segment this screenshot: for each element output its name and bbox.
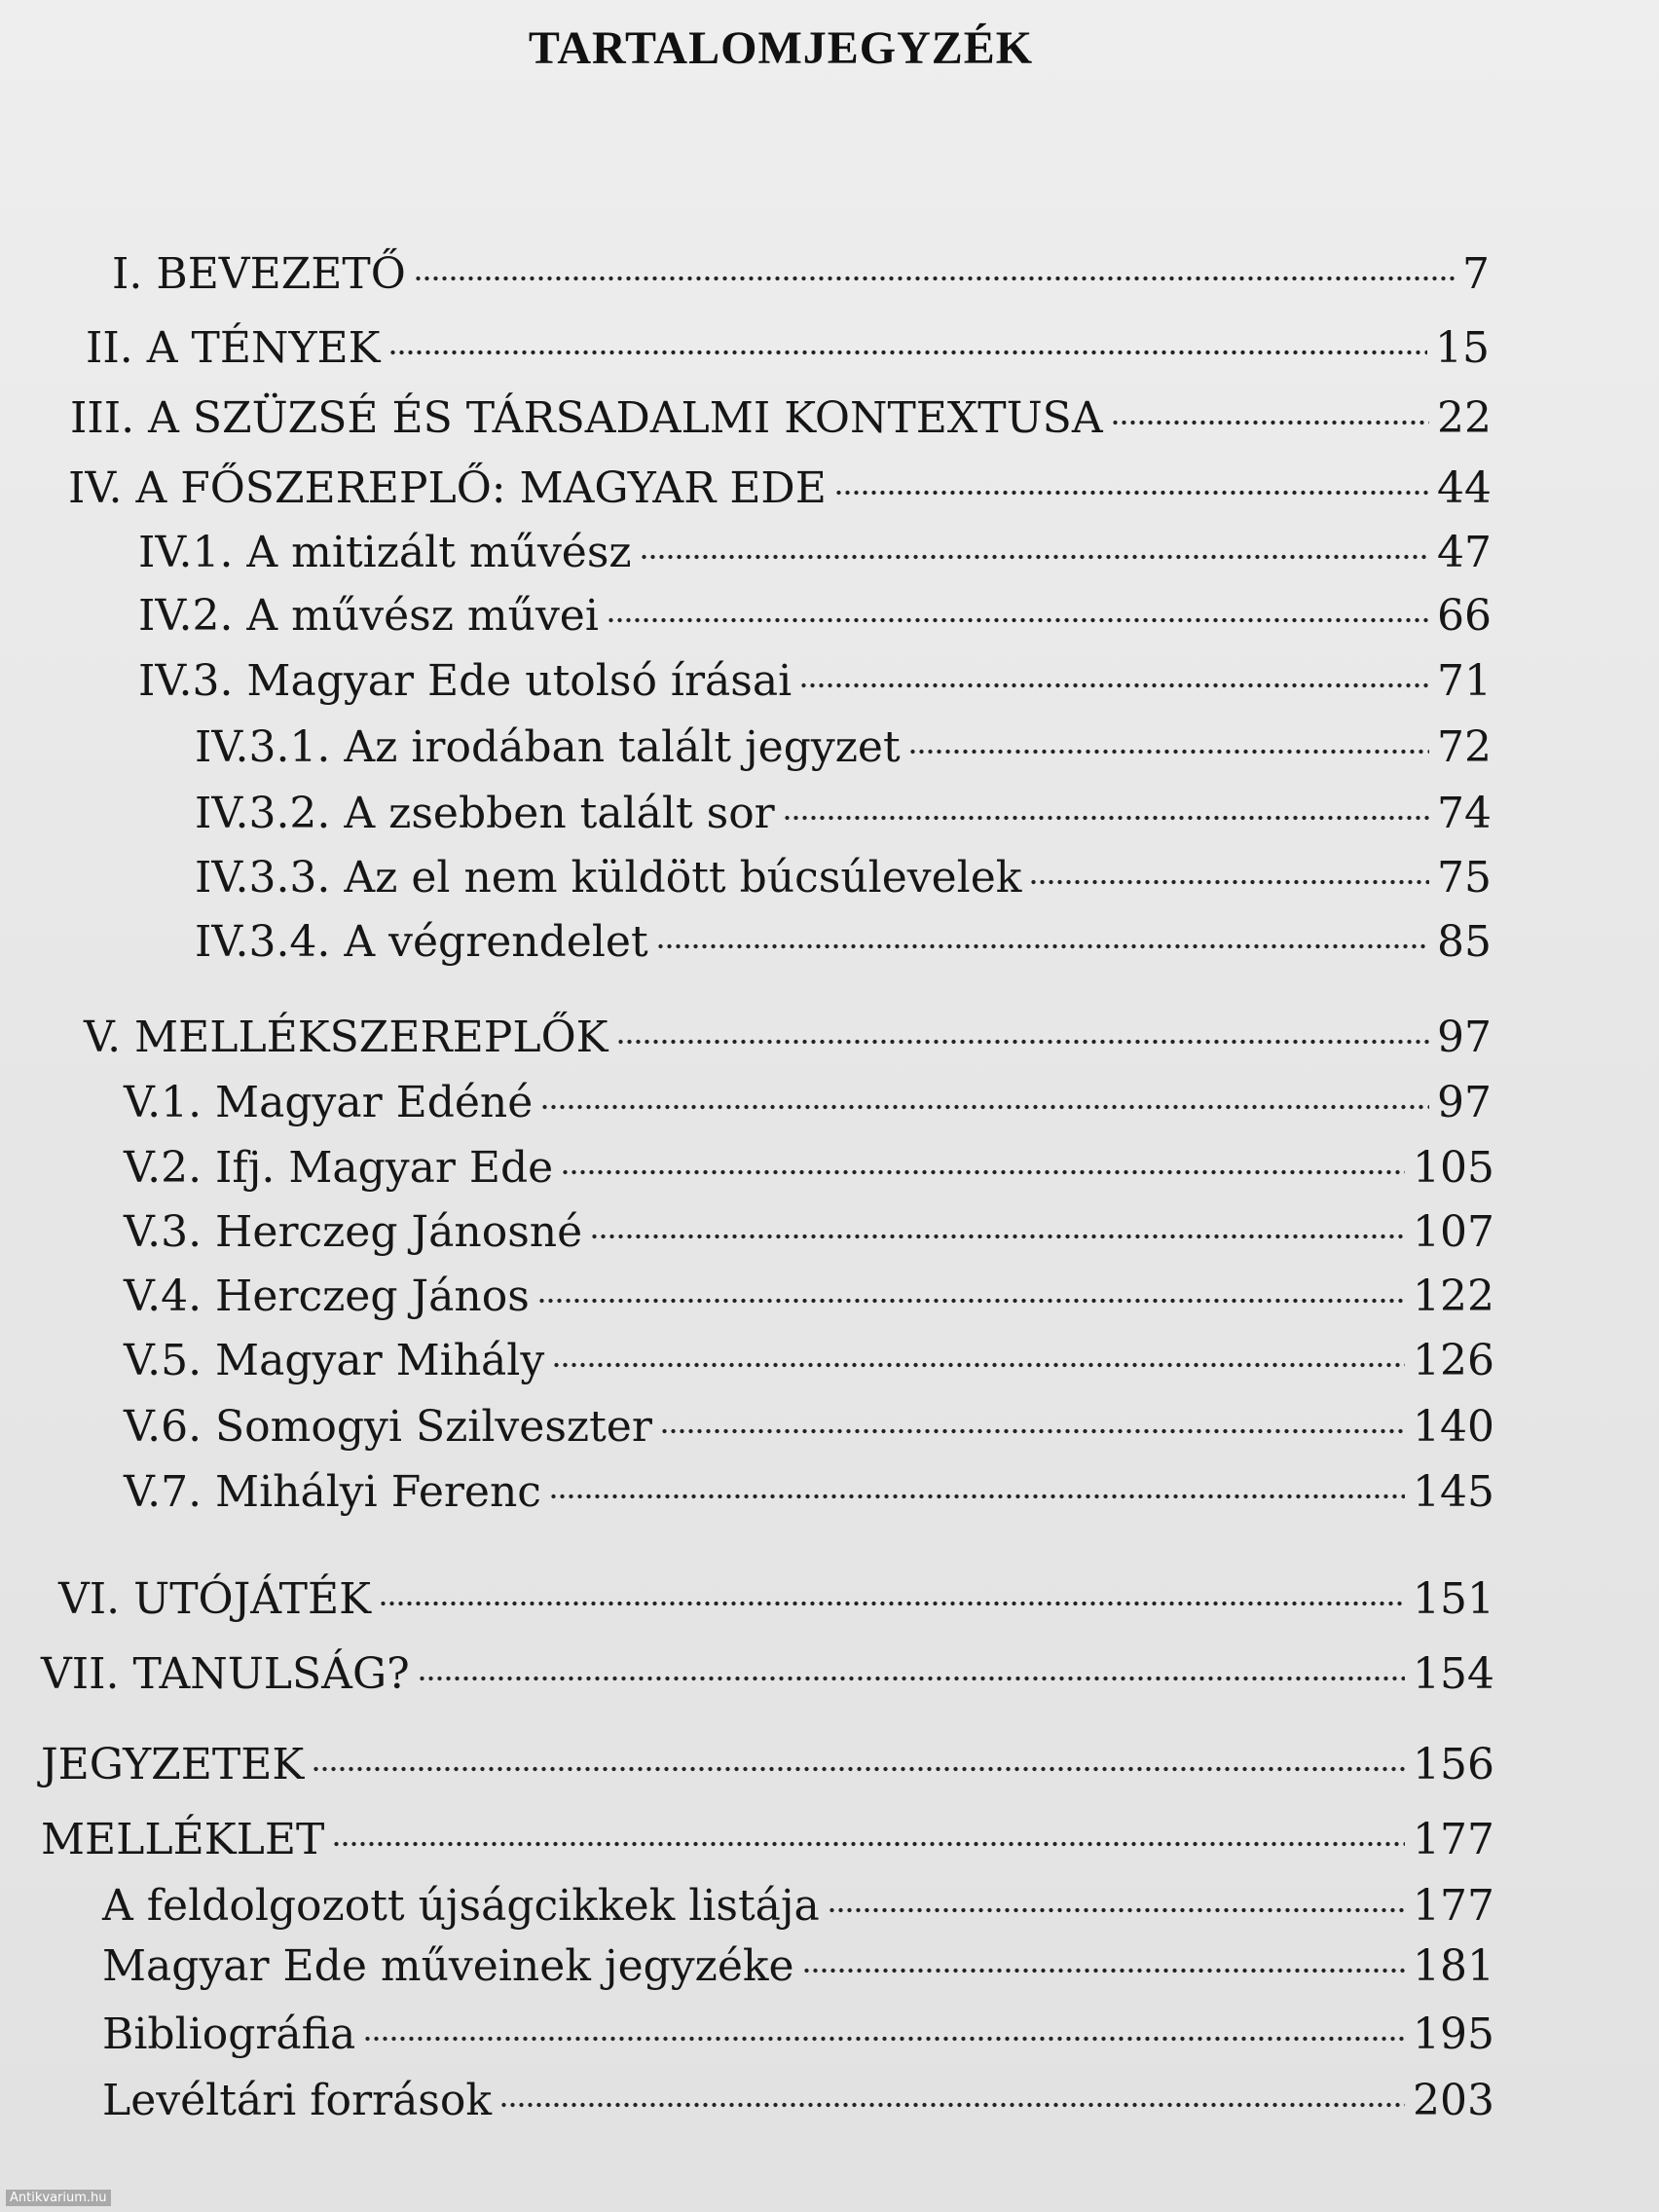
dot-leader (799, 680, 1429, 691)
dot-leader (388, 347, 1428, 358)
toc-entry-page: 7 (1462, 249, 1490, 299)
toc-entry (86, 321, 1490, 376)
toc-entry (68, 461, 1492, 516)
toc-entry (124, 1141, 1494, 1196)
toc-entry (84, 1011, 1492, 1065)
toc-entry (138, 589, 1492, 644)
toc-entry-page: 66 (1437, 591, 1492, 641)
dot-leader (540, 1101, 1429, 1113)
dot-leader (418, 1673, 1405, 1684)
toc-entry (112, 247, 1490, 302)
toc-entry (124, 1205, 1494, 1260)
dot-leader (312, 1763, 1405, 1775)
toc-entry-page: 75 (1437, 853, 1492, 903)
toc-entry-page: 177 (1413, 1815, 1494, 1864)
toc-entry-label: II. A TÉNYEK (86, 323, 381, 373)
toc-entry-label: V.3. Herczeg Jánosné (124, 1207, 583, 1257)
toc-entry-page: 203 (1413, 2076, 1494, 2125)
toc-entry-label: Magyar Ede műveinek jegyzéke (102, 1941, 794, 1991)
dot-leader (607, 614, 1429, 626)
toc-entry (102, 2008, 1494, 2062)
toc-entry-label: V.4. Herczeg János (124, 1272, 530, 1321)
toc-entry (41, 1647, 1494, 1702)
toc-entry-label: IV.3.4. A végrendelet (195, 917, 648, 967)
dot-leader (828, 1904, 1405, 1916)
toc-entry (41, 1738, 1494, 1792)
toc-entry-page: 22 (1437, 393, 1492, 443)
toc-entry-page: 85 (1437, 917, 1492, 967)
toc-entry-label: JEGYZETEK (41, 1740, 305, 1789)
dot-leader (590, 1231, 1405, 1242)
dot-leader (363, 2033, 1405, 2045)
toc-entry-label: V.6. Somogyi Szilveszter (124, 1402, 652, 1452)
toc-entry-label: Bibliográfia (102, 2009, 356, 2059)
toc-entry-page: 151 (1413, 1574, 1494, 1624)
toc-entry (195, 851, 1492, 905)
toc-entry-page: 154 (1413, 1649, 1494, 1699)
dot-leader (537, 1295, 1405, 1307)
toc-entry (102, 2074, 1494, 2128)
toc-entry-page: 107 (1413, 1207, 1494, 1257)
toc-entry-label: IV.1. A mitizált művész (138, 528, 632, 577)
toc-entry (58, 1572, 1494, 1627)
dot-leader (561, 1166, 1405, 1178)
toc-entry-label: V.1. Magyar Edéné (124, 1078, 534, 1127)
dot-leader (1029, 876, 1429, 888)
toc-entry-page: 105 (1413, 1143, 1494, 1193)
toc-entry-page: 74 (1437, 789, 1492, 838)
toc-entry-page: 44 (1437, 463, 1492, 513)
dot-leader (1111, 417, 1429, 428)
dot-leader (379, 1598, 1405, 1609)
dot-leader (802, 1965, 1405, 1976)
toc-entry-page: 15 (1435, 323, 1490, 373)
toc-entry-label: III. A SZÜZSÉ ÉS TÁRSADALMI KONTEXTUSA (70, 393, 1103, 443)
dot-leader (616, 1036, 1429, 1048)
dot-leader (414, 273, 1455, 284)
toc-entry-label: Levéltári források (102, 2076, 493, 2125)
toc-entry-page: 145 (1413, 1467, 1494, 1517)
toc-entry-label: VI. UTÓJÁTÉK (58, 1574, 371, 1624)
toc-entry-page: 140 (1413, 1402, 1494, 1452)
toc-entry (124, 1400, 1494, 1455)
toc-entry-page: 126 (1413, 1336, 1494, 1385)
dot-leader (640, 551, 1429, 563)
toc-entry-label: IV.3.1. Az irodában talált jegyzet (195, 722, 901, 772)
toc-entry-label: IV.3.3. Az el nem küldött búcsúlevelek (195, 853, 1022, 903)
toc-entry (70, 391, 1492, 446)
toc-entry (102, 1879, 1494, 1934)
toc-entry-label: V.5. Magyar Mihály (124, 1336, 545, 1385)
dot-leader (660, 1425, 1405, 1437)
toc-entry-label: V.2. Ifj. Magyar Ede (124, 1143, 554, 1193)
toc-entry (124, 1465, 1494, 1520)
toc-entry-page: 97 (1437, 1013, 1492, 1062)
toc-entry-label: IV.3. Magyar Ede utolsó írásai (138, 656, 793, 706)
site-watermark: Antikvarium.hu (6, 2190, 111, 2206)
toc-entry (138, 526, 1492, 580)
toc-entry (138, 654, 1492, 709)
toc-entry (195, 787, 1492, 841)
toc-entry (102, 1939, 1494, 1994)
toc-entry-label: IV.2. A művész művei (138, 591, 599, 641)
toc-entry-page: 195 (1413, 2009, 1494, 2059)
toc-entry-label: A feldolgozott újságcikkek listája (102, 1881, 820, 1931)
toc-entry-page: 97 (1437, 1078, 1492, 1127)
dot-leader (834, 487, 1429, 498)
dot-leader (783, 812, 1429, 824)
toc-entry (124, 1334, 1494, 1388)
toc-entry-label: MELLÉKLET (41, 1815, 325, 1864)
toc-entry-page: 47 (1437, 528, 1492, 577)
toc-entry (124, 1076, 1492, 1130)
toc-entry-page: 71 (1437, 656, 1492, 706)
toc-entry (195, 915, 1492, 970)
toc-entry-page: 177 (1413, 1881, 1494, 1931)
toc-entry-page: 181 (1413, 1941, 1494, 1991)
dot-leader (549, 1491, 1405, 1502)
toc-entry-label: I. BEVEZETŐ (112, 249, 406, 299)
toc-entry-label: V.7. Mihályi Ferenc (124, 1467, 541, 1517)
page-title: TARTALOMJEGYZÉK (528, 22, 1034, 74)
toc-entry-label: IV.3.2. A zsebben talált sor (195, 789, 775, 838)
toc-entry (41, 1813, 1494, 1867)
dot-leader (552, 1359, 1405, 1371)
dot-leader (332, 1838, 1405, 1850)
dot-leader (908, 746, 1429, 757)
toc-entry (124, 1270, 1494, 1324)
toc-entry-label: VII. TANULSÁG? (41, 1649, 410, 1699)
dot-leader (656, 940, 1429, 952)
toc-entry-page: 122 (1413, 1272, 1494, 1321)
toc-entry-label: IV. A FŐSZEREPLŐ: MAGYAR EDE (68, 463, 827, 513)
toc-entry-label: V. MELLÉKSZEREPLŐK (84, 1013, 608, 1062)
toc-entry-page: 156 (1413, 1740, 1494, 1789)
toc-entry (195, 720, 1492, 775)
dot-leader (499, 2099, 1405, 2111)
toc-entry-page: 72 (1437, 722, 1492, 772)
